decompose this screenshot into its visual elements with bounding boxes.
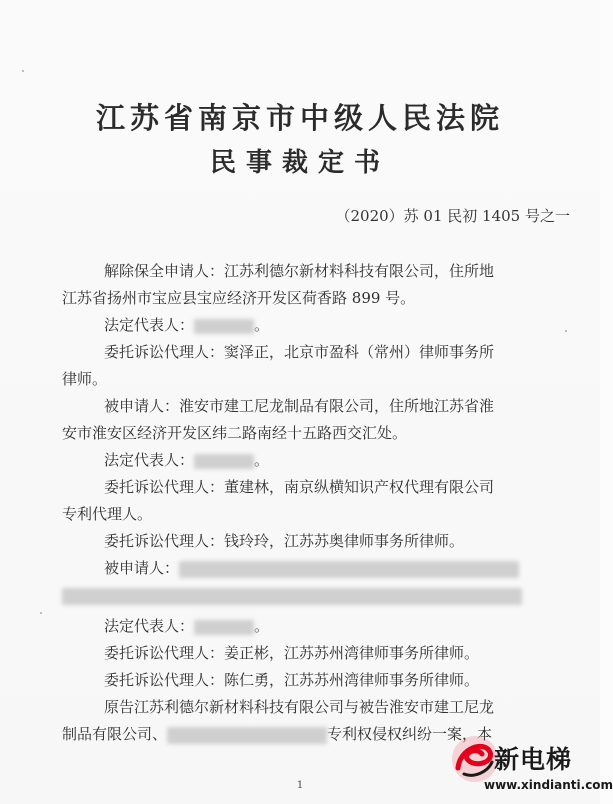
party-label: 委托诉讼代理人： bbox=[104, 671, 225, 689]
body-line bbox=[62, 555, 544, 582]
party-label: 被申请人： bbox=[104, 559, 180, 577]
party-text: 姜正彬，江苏苏州湾律师事务所律师。 bbox=[224, 644, 480, 662]
party-text: 江苏利德尔新材料科技有限公司，住所地 bbox=[224, 262, 495, 280]
body-line bbox=[62, 613, 544, 640]
site-watermark bbox=[450, 734, 613, 796]
party-label: 解除保全申请人： bbox=[104, 262, 225, 280]
party-text: 制品有限公司、 bbox=[62, 725, 168, 743]
party-label: 法定代表人： bbox=[104, 617, 195, 635]
body-line bbox=[62, 667, 544, 694]
scan-speckle bbox=[22, 70, 24, 72]
scan-speckle bbox=[565, 330, 567, 332]
party-text: 淮安市建工尼龙制品有限公司，住所地江苏省淮 bbox=[179, 397, 495, 415]
body-line bbox=[62, 582, 544, 609]
document-body bbox=[62, 258, 544, 748]
party-text: 钱玲玲，江苏苏奥律师事务所律师。 bbox=[224, 532, 465, 550]
party-label: 委托诉讼代理人： bbox=[104, 644, 225, 662]
body-line bbox=[62, 258, 544, 285]
party-label: 法定代表人： bbox=[104, 316, 195, 334]
party-text: 律师。 bbox=[62, 370, 108, 388]
party-text: 专利代理人。 bbox=[62, 505, 153, 523]
party-label: 委托诉讼代理人： bbox=[104, 532, 225, 550]
body-line bbox=[62, 447, 544, 474]
body-line bbox=[62, 285, 544, 312]
party-text: 。 bbox=[254, 316, 270, 334]
party-label: 法定代表人： bbox=[104, 451, 195, 469]
party-label: 委托诉讼代理人： bbox=[104, 343, 225, 361]
party-text: 江苏省扬州市宝应县宝应经济开发区荷香路 899 号。 bbox=[62, 289, 416, 307]
body-line bbox=[62, 528, 544, 555]
case-number: （2020）苏 01 民初 1405 号之一 bbox=[335, 207, 570, 225]
party-label: 被申请人： bbox=[104, 397, 180, 415]
body-line bbox=[62, 501, 544, 528]
body-line bbox=[62, 640, 544, 667]
redacted-party bbox=[179, 561, 519, 578]
watermark-name: 新电梯 bbox=[494, 745, 573, 774]
document-title: 民事裁定书 bbox=[209, 148, 390, 178]
swirl-logo-icon bbox=[450, 734, 500, 784]
court-name: 江苏省南京市中级人民法院 bbox=[95, 101, 504, 135]
body-line bbox=[62, 694, 544, 721]
party-text: 董建林，南京纵横知识产权代理有限公司 bbox=[224, 478, 495, 496]
party-text: 。 bbox=[254, 617, 270, 635]
party-text: 。 bbox=[254, 451, 270, 469]
body-line bbox=[62, 312, 544, 339]
party-text: 窦泽正，北京市盈科（常州）律师事务所 bbox=[224, 343, 495, 361]
redacted-address bbox=[62, 588, 522, 605]
body-line bbox=[62, 393, 544, 420]
body-line bbox=[62, 474, 544, 501]
body-line bbox=[62, 366, 544, 393]
redacted-name bbox=[194, 319, 254, 334]
redacted-name bbox=[194, 454, 254, 469]
body-line bbox=[62, 420, 544, 447]
party-text-after: 专利权侵权纠纷一案，本 bbox=[327, 725, 493, 743]
party-text: 原告江苏利德尔新材料科技有限公司与被告淮安市建工尼龙 bbox=[104, 698, 495, 716]
party-label: 委托诉讼代理人： bbox=[104, 478, 225, 496]
watermark-url: www.xindianti.com bbox=[484, 778, 613, 792]
body-line bbox=[62, 339, 544, 366]
redacted-name bbox=[194, 620, 254, 635]
party-text: 陈仁勇，江苏苏州湾律师事务所律师。 bbox=[224, 671, 480, 689]
party-text: 安市淮安区经济开发区纬二路南经十五路西交汇处。 bbox=[62, 424, 408, 442]
scan-speckle bbox=[40, 612, 42, 614]
page-number: 1 bbox=[296, 780, 304, 791]
redacted-party bbox=[167, 727, 327, 744]
